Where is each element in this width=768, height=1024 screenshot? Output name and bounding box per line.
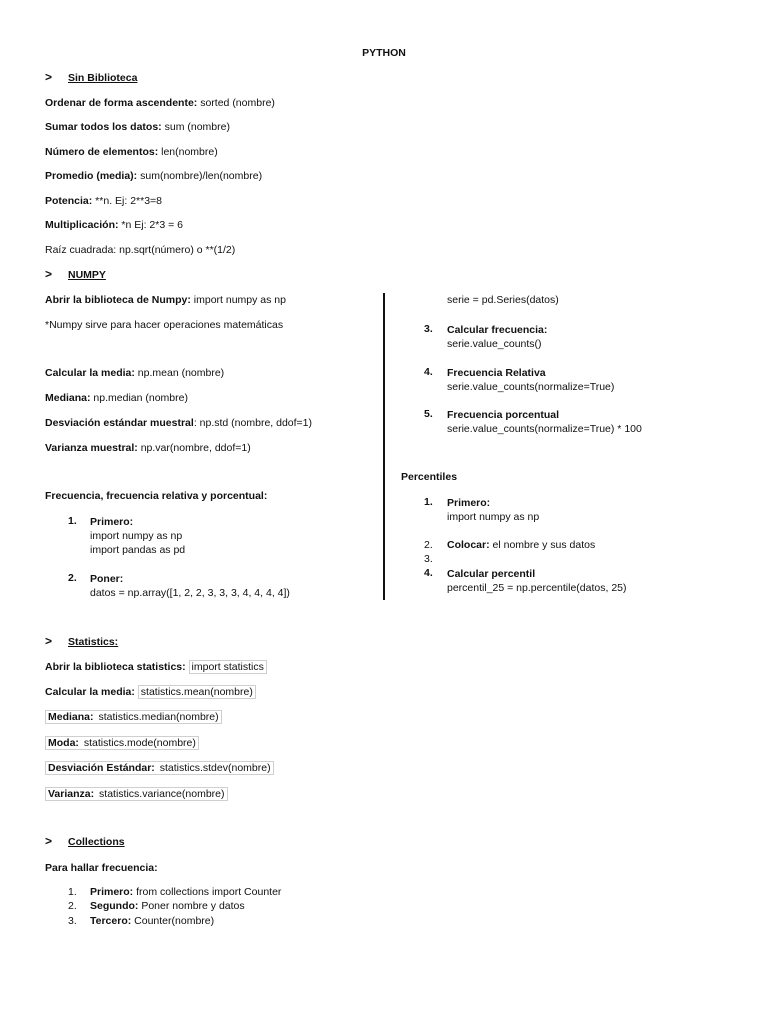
- list-item: Primero: import numpy as np: [447, 497, 540, 523]
- step-number: 2.: [68, 572, 77, 584]
- step-number: 4.: [424, 366, 433, 378]
- step-number: 5.: [424, 408, 433, 420]
- list-item: Ordenar de forma ascendente: sorted (nombre): [45, 97, 275, 109]
- numpy-open-library: Abrir la biblioteca de Numpy: import numpy as np: [45, 294, 286, 306]
- chevron-right-icon: >: [45, 267, 53, 281]
- list-item: Desviación Estándar: statistics.stdev(nombre): [45, 762, 274, 774]
- list-item: Colocar: el nombre y sus datos: [447, 539, 596, 551]
- list-item: Primero: import numpy as np import pandas as pd: [90, 516, 186, 556]
- list-item: Número de elementos: len(nombre): [45, 146, 218, 158]
- list-item: Varianza muestral: np.var(nombre, ddof=1): [45, 442, 251, 454]
- list-item: Moda: statistics.mode(nombre): [45, 737, 199, 749]
- list-item: Raíz cuadrada: np.sqrt(número) o **(1/2): [45, 244, 236, 256]
- section-heading-collections: Collections: [68, 836, 125, 848]
- step-number: 2.: [68, 900, 77, 912]
- step-number: 1.: [68, 515, 77, 527]
- page-title: PYTHON: [362, 47, 406, 59]
- series-line: serie = pd.Series(datos): [447, 294, 559, 306]
- list-item: Calcular percentil percentil_25 = np.percentile(datos, 25): [447, 568, 627, 594]
- list-item: Calcular la media: statistics.mean(nombre): [45, 686, 256, 698]
- list-item: Sumar todos los datos: sum (nombre): [45, 121, 230, 133]
- step-number: 2.: [424, 539, 433, 551]
- list-item: Calcular frecuencia: serie.value_counts(): [447, 324, 548, 350]
- frequency-heading: Frecuencia, frecuencia relativa y porcentual:: [45, 490, 268, 502]
- chevron-right-icon: >: [45, 834, 53, 848]
- step-number: 3.: [68, 915, 77, 927]
- list-item: Abrir la biblioteca statistics: import statistics: [45, 661, 267, 673]
- section-heading-numpy: NUMPY: [68, 269, 106, 281]
- step-number: 3.: [424, 323, 433, 335]
- list-item: Mediana: np.median (nombre): [45, 392, 188, 404]
- chevron-right-icon: >: [45, 70, 53, 84]
- section-heading-sin-biblioteca: Sin Biblioteca: [68, 72, 138, 84]
- list-item: Poner: datos = np.array([1, 2, 2, 3, 3, 3, 4, 4, 4, 4]): [90, 573, 290, 599]
- section-heading-statistics: Statistics:: [68, 636, 119, 648]
- list-item: Potencia: **n. Ej: 2**3=8: [45, 195, 163, 207]
- step-number: 1.: [424, 496, 433, 508]
- list-item: Frecuencia porcentual serie.value_counts(normalize=True) * 100: [447, 409, 642, 435]
- list-item: Mediana: statistics.median(nombre): [45, 711, 222, 723]
- list-item: Segundo: Poner nombre y datos: [90, 900, 245, 912]
- list-item: Frecuencia Relativa serie.value_counts(normalize=True): [447, 367, 615, 393]
- numpy-note: *Numpy sirve para hacer operaciones matemáticas: [45, 319, 284, 331]
- list-item: Primero: from collections import Counter: [90, 886, 282, 898]
- list-item: Multiplicación: *n Ej: 2*3 = 6: [45, 219, 184, 231]
- step-number: 3.: [424, 553, 433, 565]
- step-number: 4.: [424, 567, 433, 579]
- list-item: Tercero: Counter(nombre): [90, 915, 215, 927]
- list-item: Promedio (media): sum(nombre)/len(nombre): [45, 170, 263, 182]
- list-item: Desviación estándar muestral: np.std (nombre, ddof=1): [45, 417, 313, 429]
- percentiles-heading: Percentiles: [401, 471, 458, 483]
- list-item: Calcular la media: np.mean (nombre): [45, 367, 225, 379]
- chevron-right-icon: >: [45, 634, 53, 648]
- step-number: 1.: [68, 886, 77, 898]
- column-divider: [383, 293, 385, 600]
- list-item: Varianza: statistics.variance(nombre): [45, 788, 228, 800]
- collections-intro: Para hallar frecuencia:: [45, 862, 158, 874]
